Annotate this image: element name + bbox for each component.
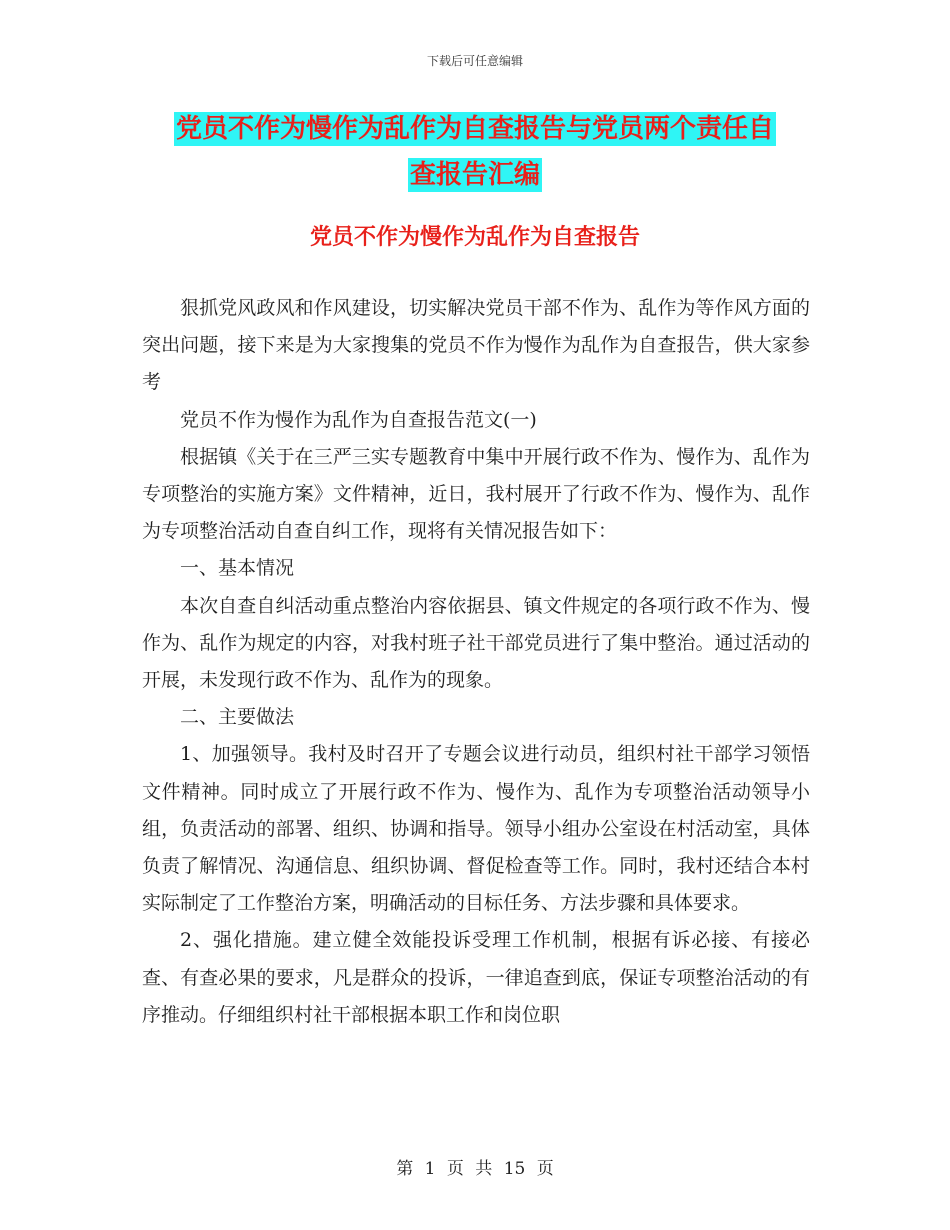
heading-basic-situation: 一、基本情况 <box>180 557 295 580</box>
section-title: 党员不作为慢作为乱作为自查报告 <box>309 225 640 250</box>
paragraph-basic-situation: 本次自查自纠活动重点整治内容依据县、镇文件规定的各项行政不作为、慢作为、乱作为规定的内容，对我村班子社干部党员进行了集中整治。通过活动的开展，未发现行政不作为、乱作为的现象。 <box>142 594 810 692</box>
paragraph-measures: 2、强化措施。建立健全效能投诉受理工作机制，根据有诉必接、有接必查、有查必果的要求，凡是群众的投诉，一律追查到底，保证专项整治活动的有序推动。仔细组织村社干部根据本职工作和岗位职 <box>142 929 810 1026</box>
paragraph-subheading: 党员不作为慢作为乱作为自查报告范文(一) <box>180 408 537 431</box>
document-title-line-1: 党员不作为慢作为乱作为自查报告与党员两个责任自 <box>175 114 774 144</box>
document-body <box>142 290 810 1034</box>
document-title <box>0 106 950 198</box>
heading-main-practices: 二、主要做法 <box>180 706 295 729</box>
page-number-footer: 第 1 页 共 15 页 <box>396 1159 554 1179</box>
paragraph-leadership: 1、加强领导。我村及时召开了专题会议进行动员，组织村社干部学习领悟文件精神。同时成立了开展行政不作为、慢作为、乱作为专项整治活动领导小组，负责活动的部署、组织、协调和指导。领导小组办公室设在村活动室，具体负责了解情况、沟通信息、组织协调、督促检查等工作。同时，我村还结合本村实际制定了工作整治方案，明确活动的目标任务、方法步骤和具体要求。 <box>142 743 810 915</box>
paragraph-basis: 根据镇《关于在三严三实专题教育中集中开展行政不作为、慢作为、乱作为专项整治的实施方案》文件精神，近日，我村展开了行政不作为、慢作为、乱作为专项整治活动自查自纠工作，现将有关情况报告如下： <box>142 445 810 543</box>
header-note: 下载后可任意编辑 <box>426 54 523 68</box>
paragraph-intro: 狠抓党风政风和作风建设，切实解决党员干部不作为、乱作为等作风方面的突出问题，接下来是为大家搜集的党员不作为慢作为乱作为自查报告，供大家参考 <box>142 297 810 394</box>
document-title-line-2: 查报告汇编 <box>409 160 540 190</box>
